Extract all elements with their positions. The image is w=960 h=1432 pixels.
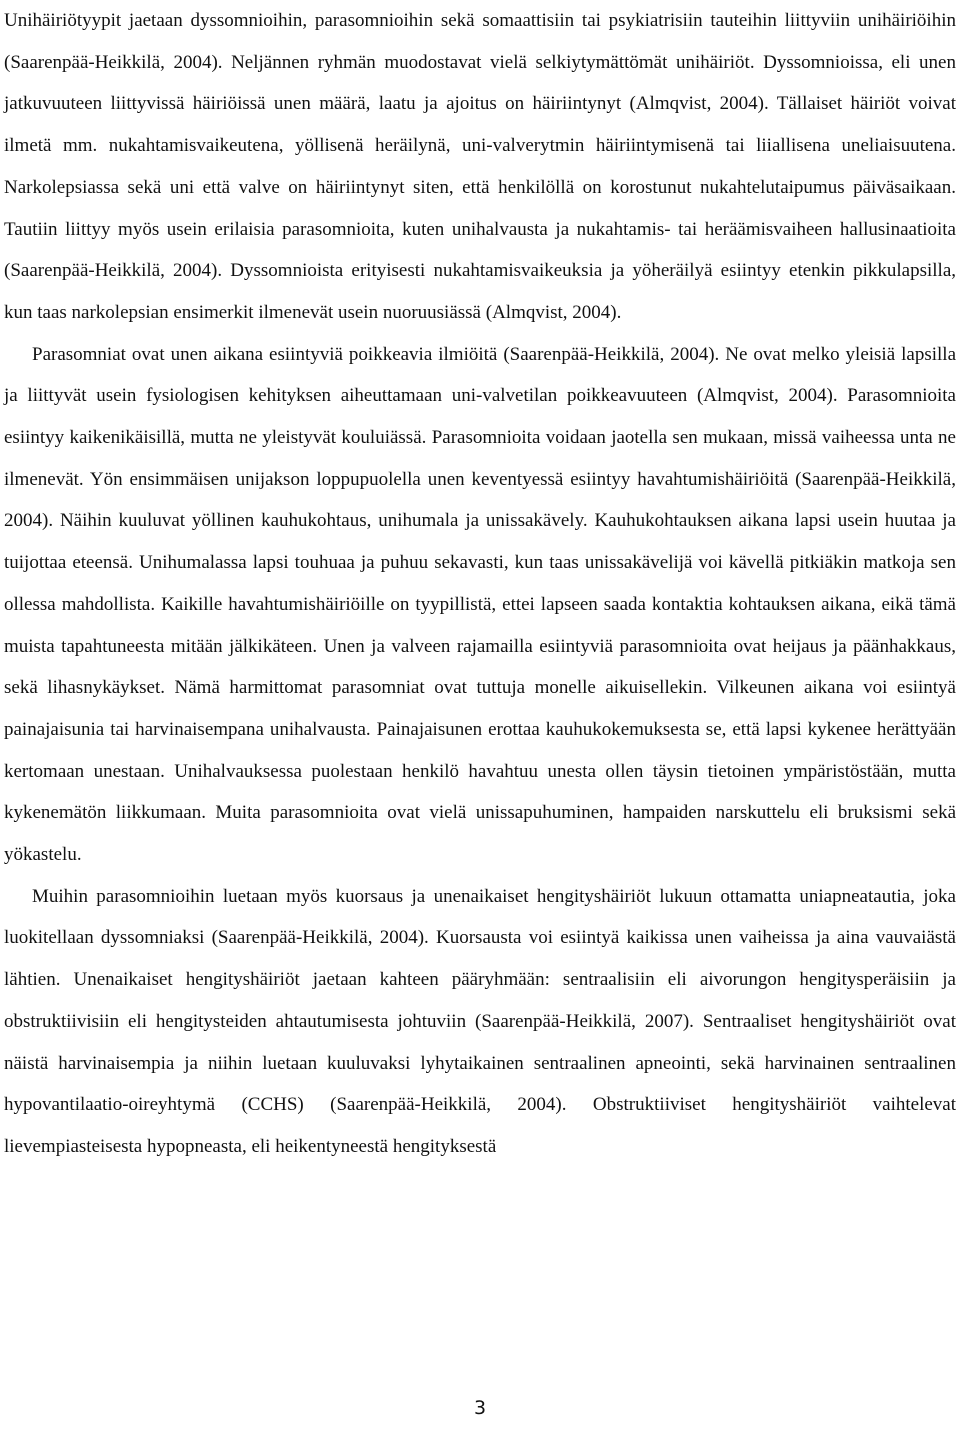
document-page <box>4 0 956 1168</box>
paragraph-parasomnias: Parasomniat ovat unen aikana esiintyviä poikkeavia ilmiöitä (Saarenpää-Heikkilä, 2004). Ne ovat melko yleisiä lapsilla ja liittyvät usein fysiologisen kehityksen aiheuttamaan uni-valvetilan poikkeavuuteen (Almqvist, 2004). Parasomnioita esiintyy kaikenikäisillä, mutta ne yleistyvät kouluiässä. Parasomnioita voidaan jaotella sen mukaan, missä vaiheessa unta ne ilmenevät. Yön ensimmäisen unijakson loppupuolella unen keventyessä esiintyy havahtumishäiriöitä (Saarenpää-Heikkilä, 2004). Näihin kuuluvat yöllinen kauhukohtaus, unihumala ja unissakävely. Kauhukohtauksen aikana lapsi usein huutaa ja tuijottaa eteensä. Unihumalassa lapsi touhuaa ja puhuu sekavasti, kun taas unissakävelijä voi kävellä pitkiäkin matkoja sen ollessa mahdollista. Kaikille havahtumishäiriöille on tyypillistä, ettei lapseen saada kontaktia kohtauksen aikana, eikä tämä muista tapahtuneesta mitään jälkikäteen. Unen ja valveen rajamailla esiintyviä parasomnioita ovat heijaus ja päänhakkaus, sekä lihasnykäykset. Nämä harmittomat parasomniat ovat tuttuja monelle aikuisellekin. Vilkeunen aikana voi esiintyä painajaisunia tai harvinaisempana unihalvausta. Painajaisunen erottaa kauhukokemuksesta se, että lapsi kykenee herättyään kertomaan unestaan. Unihalvauksessa puolestaan henkilö havahtuu unesta ollen täysin tietoinen ympäristöstään, mutta kykenemätön liikkumaan. Muita parasomnioita ovat vielä unissapuhuminen, hampaiden narskuttelu eli bruksismi sekä yökastelu. <box>4 343 956 866</box>
page-number: 3 <box>473 1397 487 1419</box>
paragraph-sleep-disorder-types: Unihäiriötyypit jaetaan dyssomnioihin, parasomnioihin sekä somaattisiin tai psykiatrisiin tauteihin liittyviin unihäiriöihin (Saarenpää-Heikkilä, 2004). Neljännen ryhmän muodostavat vielä selkiytymättömät unihäiriöt. Dyssomnioissa, eli unen jatkuvuuteen liittyvissä häiriöissä unen määrä, laatu ja ajoitus on häiriintynyt (Almqvist, 2004). Tällaiset häiriöt voivat ilmetä mm. nukahtamisvaikeutena, yöllisenä heräilynä, uni-valverytmin häiriintymisenä tai liiallisena uneliaisuutena. Narkolepsiassa sekä uni että valve on häiriintynyt siten, että henkilöllä on korostunut nukahtelutaipumus päiväsaikaan. Tautiin liittyy myös usein erilaisia parasomnioita, kuten unihalvausta ja nukahtamis- tai heräämisvaiheen hallusinaatioita (Saarenpää-Heikkilä, 2004). Dyssomnioista erityisesti nukahtamisvaikeuksia ja yöheräilyä esiintyy etenkin pikkulapsilla, kun taas narkolepsian ensimerkit ilmenevät usein nuoruusiässä (Almqvist, 2004). <box>4 10 956 323</box>
paragraph-other-parasomnias: Muihin parasomnioihin luetaan myös kuorsaus ja unenaikaiset hengityshäiriöt lukuun ottamatta uniapneatautia, joka luokitellaan dyssomniaksi (Saarenpää-Heikkilä, 2004). Kuorsausta voi esiintyä kaikissa unen vaiheissa ja aina vauvaiästä lähtien. Unenaikaiset hengityshäiriöt jaetaan kahteen pääryhmään: sentraalisiin eli aivorungon hengitysperäisiin ja obstruktiivisiin eli hengitysteiden ahtautumisesta johtuviin (Saarenpää-Heikkilä, 2007). Sentraaliset hengityshäiriöt ovat näistä harvinaisempia ja niihin luetaan kuuluvaksi lyhytaikainen sentraalinen apneointi, sekä harvinainen sentraalinen hypovantilaatio-oireyhtymä (CCHS) (Saarenpää-Heikkilä, 2004). Obstruktiiviset hengityshäiriöt vaihtelevat lievempiasteisesta hypopneasta, eli heikentyneestä hengityksestä <box>4 885 956 1157</box>
